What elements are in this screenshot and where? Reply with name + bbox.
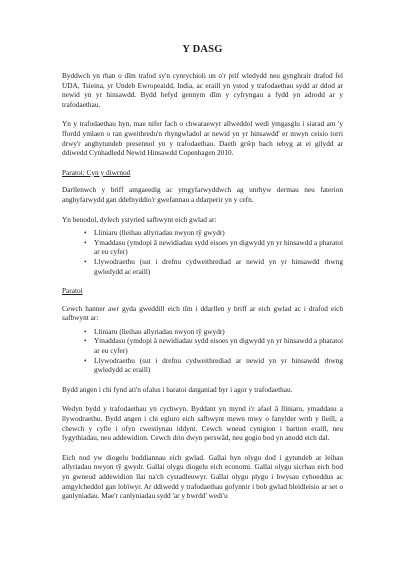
bullet-icon: •: [84, 237, 87, 247]
section1-bullet-list: [62, 228, 343, 276]
list-item: [84, 356, 343, 375]
section-heading-preparation-before-day: Paratoi: Cyn y diwrnod: [62, 167, 131, 177]
bullet-icon: •: [84, 256, 87, 266]
list-item: [84, 327, 343, 337]
section2-paragraph-4: Eich nod yw diogelu buddiannau eich gwlad. Gallai hyn olygu dod i gytundeb ar leihau allyriadau nwyon tŷ gwydr. Gallai olygu diogelu eich economi. Gallai olygu sicrhau eich bod yn gwneud addewidion llai na'ch cystadleuwyr. Gallai olygu plygu i bwysau cyhoeddus ac amgylcheddol gan lobïwyr. Ar ddiwedd y trafodaethau gofynnir i bob gwlad bleidleisio ar set o ganlyniadau. Mae'r canlyniadau sydd 'ar y bwrdd' wedi'u: [62, 452, 343, 501]
list-item-text: Ymaddasu (ymdopi â newidiadau sydd eisoes yn digwydd yn yr hinsawdd a pharatoi ar eu cyfer): [94, 237, 343, 257]
list-item: [84, 257, 343, 276]
intro-paragraph-2: Yn y trafodaethau hyn, mae nifer fach o chwaraewyr allweddol wedi ymgasglu i siarad am 'y ffordd ymlaen o ran gweithredu'n rhyngwladol ar newid yn yr hinsawdd' er mwyn ceisio torri drwy'r anghytundeb presennol yn y trafodaethau. Daeth grŵp bach tebyg at ei gilydd ar ddiwedd Cynhadledd Newid Hinsawdd Copenhagen 2010.: [62, 119, 343, 158]
section2-paragraph-2: Bydd angen i chi fynd ati'n ofalus i baratoi datganiad byr i agor y trafodaethau.: [62, 384, 293, 394]
list-item-text: Lliniaru (lleihau allyriadau nwyon tŷ gwydr): [94, 326, 225, 336]
section2-bullet-list: [62, 327, 343, 375]
page-title: Y DASG: [182, 44, 223, 55]
list-item-text: Lliniaru (lleihau allyriadau nwyon tŷ gwydr): [94, 228, 225, 238]
list-item-text: Llywodraethu (sut i drefnu cydweithrediad ar newid yn yr hinsawdd rhwng gwledydd ac eraill): [94, 355, 343, 375]
bullet-icon: •: [84, 336, 87, 346]
list-item: [84, 336, 343, 355]
bullet-icon: •: [84, 355, 87, 365]
list-item-text: Llywodraethu (sut i drefnu cydweithrediad ar newid yn yr hinsawdd rhwng gwledydd ac eraill): [94, 256, 343, 276]
list-item: [84, 238, 343, 257]
bullet-icon: •: [84, 326, 87, 336]
section-heading-preparation: Paratoi: [62, 286, 83, 296]
section2-paragraph-3: Wedyn bydd y trafodaethau yn cychwyn. Byddant yn mynd i'r afael â lliniaru, ymaddasu a llywodraethu. Bydd angen i chi egluro eich safbwynt mewn mwy o fanylder wrth y lleill, a chewch y cyfle i ofyn cwestiynau iddynt. Cewch wneud cynigion i bartion eraill, neu fygythiadau, neu addewidion. Cewch drio dwyn perswâd, neu gogio bod yn anodd eich dal.: [62, 404, 343, 443]
bullet-icon: •: [84, 228, 87, 238]
list-item: [84, 228, 343, 238]
intro-paragraph-1: Byddwch yn rhan o dîm trafod sy'n cynrychioli un o'r prif wledydd neu gynghrair drafod fel UDA, Tsieina, yr Undeb Ewropeaidd, India, ac eraill yn ystod y trafodaethau sydd ar ddod ar newid yn yr hinsawdd. Bydd hefyd gennym dîm y cyfryngau a fydd yn adrodd ar y trafodaethau.: [62, 71, 343, 109]
section1-paragraph-2: Yn benodol, dylech ystyried safbwynt eich gwlad ar:: [62, 214, 217, 224]
list-item-text: Ymaddasu (ymdopi â newidiadau sydd eisoes yn digwydd yn yr hinsawdd a pharatoi ar eu cyfer): [94, 336, 343, 356]
section2-paragraph-1: Cewch hanner awr gyda gweddill eich tîm i ddarllen y briff ar eich gwlad ac i drafod eich safbwynt ar:: [62, 303, 343, 323]
section1-paragraph-1: Darllenwch y briff amgaeedig ac ymgyfarwyddwch ag unrhyw dermau neu faterion anghyfarwydd gan ddefnyddio'r gwefannau a ddarperir yn y cefn.: [62, 185, 343, 204]
